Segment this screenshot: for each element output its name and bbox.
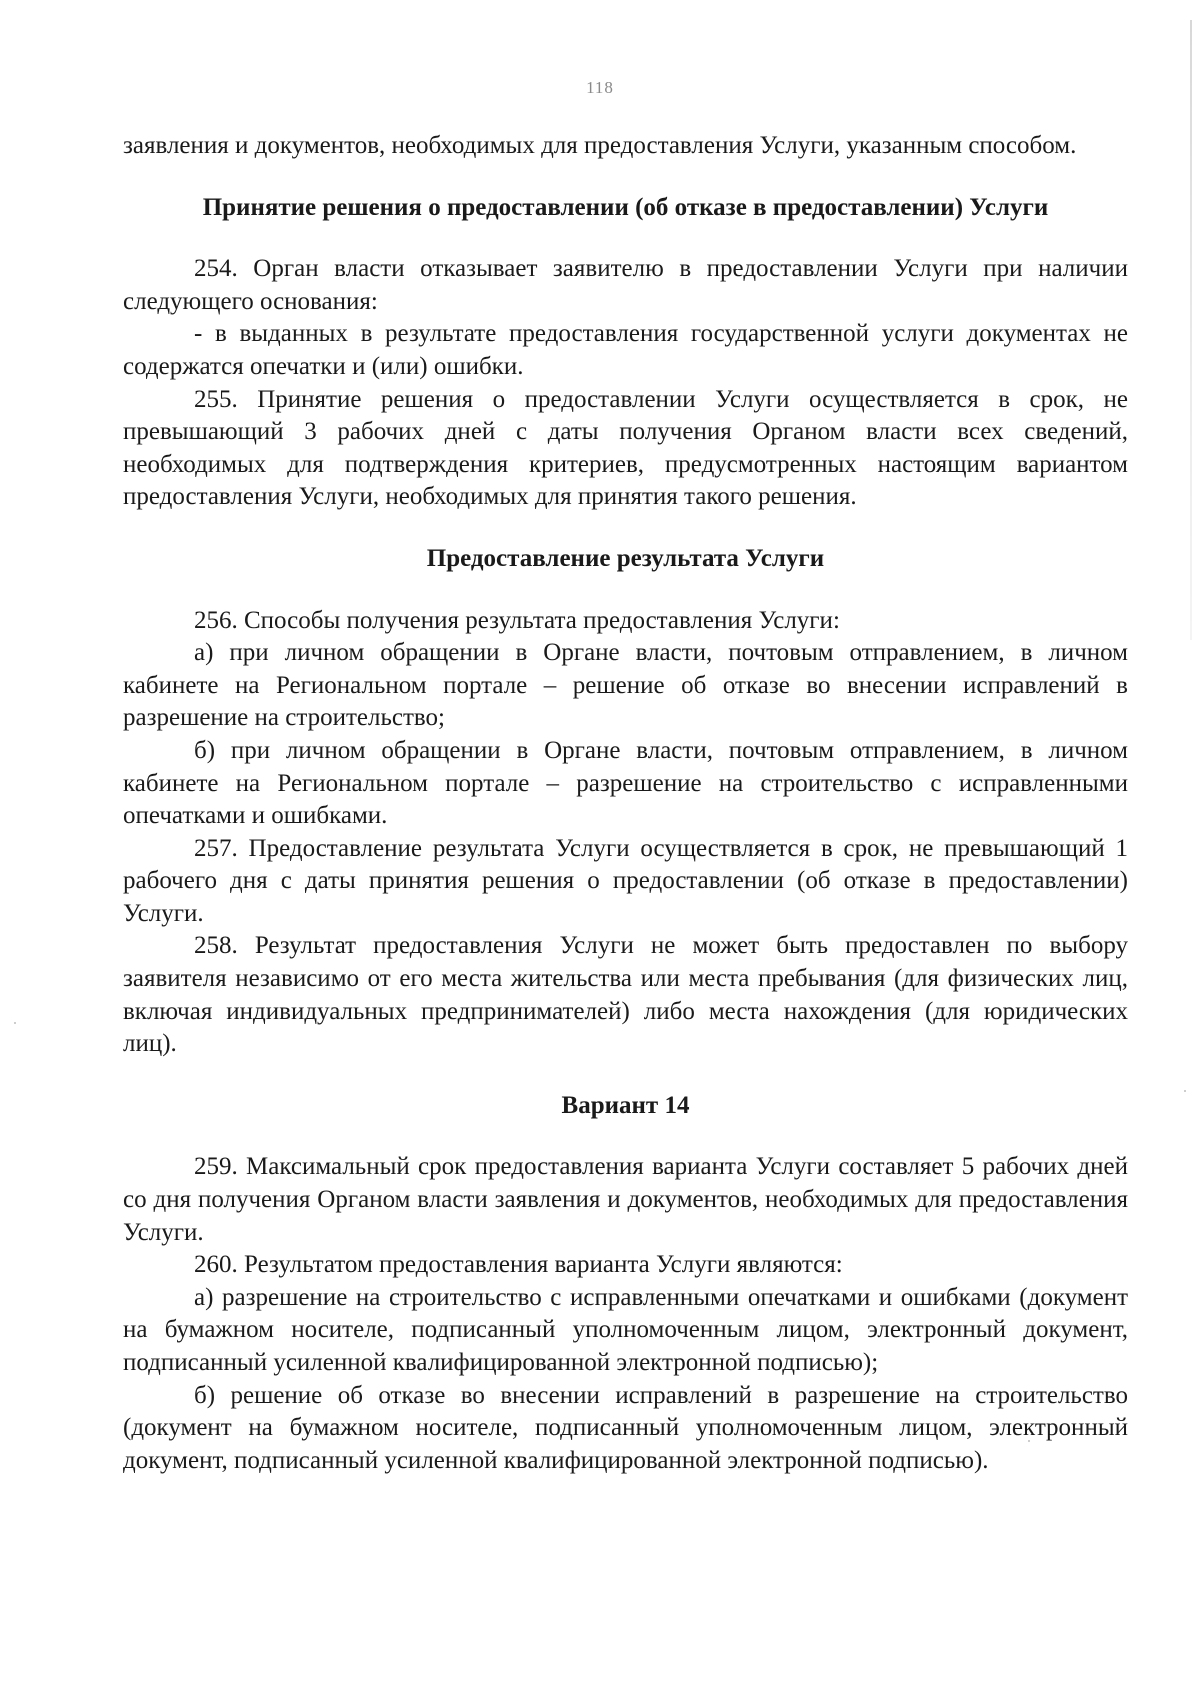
document-body <box>123 130 1128 1477</box>
paragraph-260: 260. Результатом предоставления варианта Услуги являются: <box>194 1251 843 1279</box>
paragraph-256: 256. Способы получения результата предоставления Услуги: <box>194 606 840 634</box>
section-heading-variant-14: Вариант 14 <box>561 1091 690 1119</box>
paragraph-255: 255. Принятие решения о предоставлении Услуги осуществляется в срок, не превышающий 3 рабочих дней с даты получения Органом власти всех сведений, необходимых для подтверждения критериев, предусмотренных настоящим вариантом предоставления Услуги, необходимых для принятия такого решения. <box>123 385 1128 511</box>
scan-edge-shadow <box>1190 20 1192 640</box>
section-heading-decision: Принятие решения о предоставлении (об отказе в предоставлении) Услуги <box>202 193 1049 221</box>
paragraph-256-b: б) при личном обращении в Органе власти, почтовым отправлением, в личном кабинете на Региональном портале – разрешение на строительство с исправленными опечатками и ошибками. <box>123 736 1128 830</box>
paragraph-259: 259. Максимальный срок предоставления варианта Услуги составляет 5 рабочих дней со дня получения Органом власти заявления и документов, необходимых для предоставления Услуги. <box>123 1153 1128 1246</box>
paragraph-257: 257. Предоставление результата Услуги осуществляется в срок, не превышающий 1 рабочего дня с даты принятия решения о предоставлении (об отказе в предоставлении) Услуги. <box>123 834 1128 927</box>
paragraph: заявления и документов, необходимых для предоставления Услуги, указанным способом. <box>123 132 1077 159</box>
section-heading-result: Предоставление результата Услуги <box>426 544 825 572</box>
paragraph-254: 254. Орган власти отказывает заявителю в предоставлении Услуги при наличии следующего основания: <box>123 255 1128 315</box>
page-number: 118 <box>586 78 614 97</box>
paragraph-258: 258. Результат предоставления Услуги не может быть предоставлен по выбору заявителя независимо от его места жительства или места пребывания (для физических лиц, включая индивидуальных предпринимателей) либо места нахождения (для юридических лиц). <box>123 932 1128 1058</box>
paragraph-254-item: - в выданных в результате предоставления государственной услуги документах не содержатся опечатки и (или) ошибки. <box>123 320 1128 380</box>
paragraph-256-a: а) при личном обращении в Органе власти, почтовым отправлением, в личном кабинете на Региональном портале – решение об отказе во внесении исправлений в разрешение на строительство; <box>123 639 1128 732</box>
paragraph-260-b: б) решение об отказе во внесении исправлений в разрешение на строительство (документ на бумажном носителе, подписанный уполномоченным лицом, электронный документ, подписанный усиленной квалифицированной электронной подписью). <box>123 1381 1128 1474</box>
scan-speck <box>14 1022 16 1024</box>
scan-speck <box>1184 1090 1186 1092</box>
paragraph-260-a: а) разрешение на строительство с исправленными опечатками и ошибками (документ на бумажном носителе, подписанный уполномоченным лицом, электронный документ, подписанный усиленной квалифицированной электронной подписью); <box>123 1283 1128 1376</box>
